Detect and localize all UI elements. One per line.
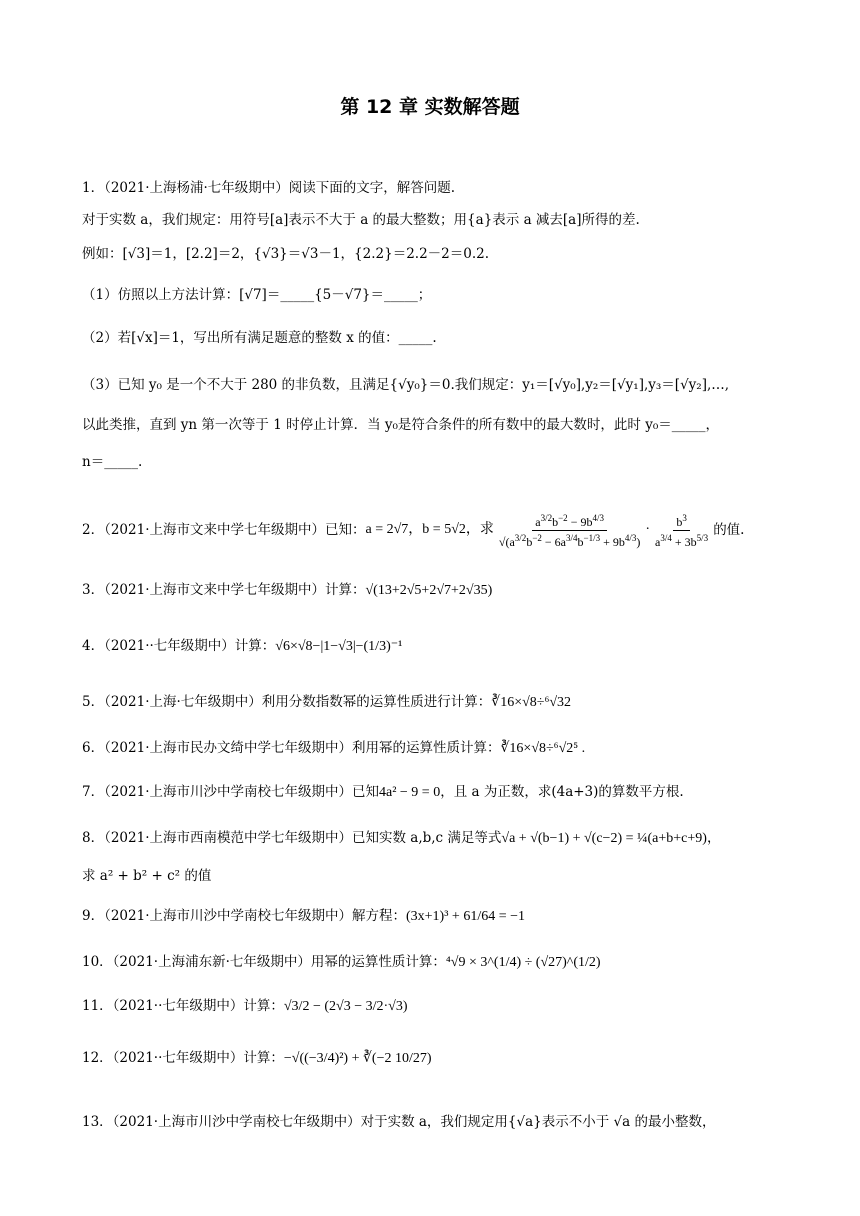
q2-fraction-1: $\frac{a^{3/2}b^{-2} - 9b^{4/3}}{√(a^{3/2}b^{-2} - 6a^{3/4}b^{-1/3} + 9b^{4/3})}$ bbox=[498, 512, 641, 549]
q1-head: 1．（2021·上海杨浦·七年级期中）阅读下面的文字，解答问题. bbox=[82, 180, 456, 196]
q13-line: 13．（2021·上海市川沙中学南校七年级期中）对于实数 a，我们规定用{√a}表示不小于 √a 的最小整数， bbox=[82, 1114, 716, 1130]
q6-line bbox=[82, 738, 800, 759]
q11-expression: √3/2 − (2√3 − 3/2·√3) bbox=[283, 999, 408, 1014]
q3-line bbox=[82, 580, 800, 601]
q1-part3-line2: 以此类推，直到 yn 第一次等于 1 时停止计算．当 y₀是符合条件的所有数中的最大数时，此时 y₀＝_____， bbox=[82, 417, 719, 433]
q6-head: 6．（2021·上海市民办文绮中学七年级期中）利用幂的运算性质计算： bbox=[82, 740, 501, 756]
q9-head: 9．（2021·上海市川沙中学南校七年级期中）解方程： bbox=[82, 908, 406, 924]
q4-expression: √6×√8−|1−√3|−(1/3)⁻¹ bbox=[275, 639, 403, 654]
q8-head: 8．（2021·上海市西南模范中学七年级期中）已知实数 a,b,c 满足等式 bbox=[82, 830, 502, 846]
q10-line bbox=[82, 952, 800, 973]
q2-head: 2．（2021·上海市文来中学七年级期中）已知： bbox=[82, 522, 366, 538]
q2-tail: 的值. bbox=[713, 522, 745, 538]
q9-expression: (3x+1)³ + 61/64 = −1 bbox=[406, 909, 525, 924]
q8-line bbox=[82, 828, 800, 849]
q1-example: 例如：[√3]＝1，[2.2]＝2，{√3}＝√3－1，{2.2}＝2.2－2＝0.2. bbox=[82, 246, 490, 262]
q12-expression: −√((−3/4)²) + ∛(−2 10/27) bbox=[283, 1051, 432, 1066]
q4-line bbox=[82, 636, 800, 657]
q10-expression: ⁴√9 × 3^(1/4) ÷ (√27)^(1/2) bbox=[445, 955, 601, 970]
q3-expression: √(13+2√5+2√7+2√35) bbox=[365, 583, 493, 598]
q7-line bbox=[82, 782, 800, 803]
q5-head: 5．（2021·上海·七年级期中）利用分数指数幂的运算性质进行计算： bbox=[82, 694, 492, 710]
q8-expression: √a + √(b−1) + √(c−2) = ¼(a+b+c+9) bbox=[501, 831, 707, 846]
q11-line bbox=[82, 996, 800, 1017]
q12-head: 12．（2021··七年级期中）计算： bbox=[82, 1050, 284, 1066]
q2-line: 2．（2021·上海市文来中学七年级期中）已知： a = 2√7，b = 5√2，求 $\frac{a^{3/2}b^{-2} - 9b^{4/3}}{√(a^{3/2}b^{-2} - 6a^{3/4}b^{-1/3} + 9b^{4/3})}$ · $\frac{b^3}{a^{3/4} + 3b^{5/3}}$ 的值. bbox=[82, 512, 745, 549]
q1-part2: （2）若[√x]＝1，写出所有满足题意的整数 x 的值：_____. bbox=[82, 330, 437, 346]
page-title: 第 12 章 实数解答题 bbox=[340, 96, 520, 118]
q1-part1: （1）仿照以上方法计算：[√7]＝_____{5－√7}＝_____； bbox=[82, 287, 432, 303]
q11-head: 11．（2021··七年级期中）计算： bbox=[82, 998, 284, 1014]
q7-tail: ，且 a 为正数，求(4a+3)的算数平方根. bbox=[440, 784, 684, 800]
q1-rule: 对于实数 a，我们规定：用符号[a]表示不大于 a 的最大整数；用{a}表示 a 减去[a]所得的差. bbox=[82, 212, 640, 228]
q3-head: 3．（2021·上海市文来中学七年级期中）计算： bbox=[82, 582, 366, 598]
q1-part3-line1: （3）已知 y₀ 是一个不大于 280 的非负数，且满足{√y₀}＝0.我们规定：y₁＝[√y₀],y₂＝[√y₁],y₃＝[√y₂],…, bbox=[82, 377, 730, 393]
q7-expression: 4a² − 9 = 0 bbox=[379, 785, 441, 800]
q8-line2: 求 a² + b² + c² 的值 bbox=[82, 868, 212, 884]
q2-fraction-2: $\frac{b^3}{a^{3/4} + 3b^{5/3}}$ bbox=[655, 512, 709, 549]
q12-line bbox=[82, 1048, 800, 1069]
q5-line bbox=[82, 692, 800, 713]
q7-head: 7．（2021·上海市川沙中学南校七年级期中）已知 bbox=[82, 784, 379, 800]
q9-line bbox=[82, 906, 800, 927]
q5-expression: ∛16×√8÷⁶√32 bbox=[491, 695, 572, 710]
q2-condition: a = 2√7，b = 5√2，求 bbox=[365, 522, 494, 537]
q6-expression: ∛16×√8÷⁶√2⁵ . bbox=[500, 741, 586, 756]
q8-tail: ， bbox=[706, 830, 721, 846]
q1-part3-line3: n＝_____. bbox=[82, 454, 143, 470]
q4-head: 4．（2021··七年级期中）计算： bbox=[82, 638, 276, 654]
q10-head: 10．（2021·上海浦东新·七年级期中）用幂的运算性质计算： bbox=[82, 954, 446, 970]
